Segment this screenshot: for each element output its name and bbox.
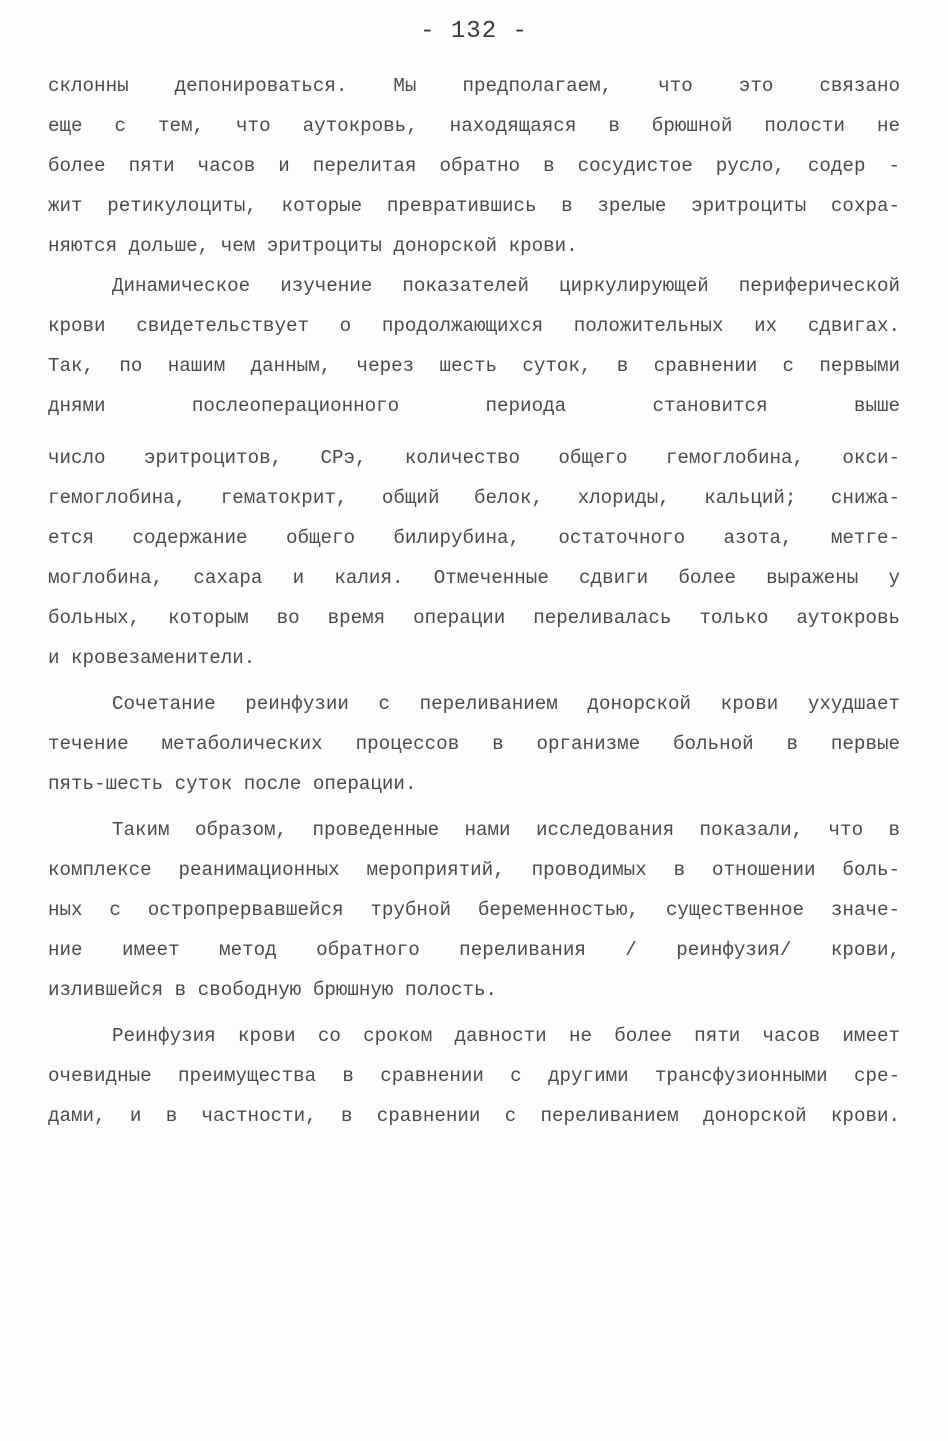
text-line: ется содержание общего билирубина, остаточного азота, метге- bbox=[48, 527, 900, 549]
text-line: днями послеоперационного периода становится выше bbox=[48, 395, 900, 417]
page-number: - 132 - bbox=[420, 18, 528, 45]
text-line: очевидные преимущества в сравнении с другими трансфузионными сре- bbox=[48, 1065, 900, 1087]
text-line: пять-шесть суток после операции. bbox=[48, 773, 417, 795]
paragraph-first-line: Сочетание реинфузии с переливанием донорской крови ухудшает bbox=[112, 693, 900, 715]
text-line: число эритроцитов, СРэ, количество общего гемоглобина, окси- bbox=[48, 447, 900, 469]
text-line: Так, по нашим данным, через шесть суток, в сравнении с первыми bbox=[48, 355, 900, 377]
text-line: комплексе реанимационных мероприятий, проводимых в отношении боль- bbox=[48, 859, 900, 881]
text-line: гемоглобина, гематокрит, общий белок, хлориды, кальций; снижа- bbox=[48, 487, 900, 509]
paragraph-first-line: Таким образом, проведенные нами исследования показали, что в bbox=[112, 819, 900, 841]
text-line: няются дольше, чем эритроциты донорской крови. bbox=[48, 235, 578, 257]
text-line: склонны депонироваться. Мы предполагаем, что это связано bbox=[48, 75, 900, 97]
text-line: больных, которым во время операции переливалась только аутокровь bbox=[48, 607, 900, 629]
text-line: жит ретикулоциты, которые превратившись в зрелые эритроциты сохра- bbox=[48, 195, 900, 217]
paragraph-first-line: Динамическое изучение показателей циркулирующей периферической bbox=[112, 275, 900, 297]
text-line: еще с тем, что аутокровь, находящаяся в брюшной полости не bbox=[48, 115, 900, 137]
text-line: крови свидетельствует о продолжающихся положительных их сдвигах. bbox=[48, 315, 900, 337]
paragraph-first-line: Реинфузия крови со сроком давности не более пяти часов имеет bbox=[112, 1025, 900, 1047]
text-line: и кровезаменители. bbox=[48, 647, 256, 669]
text-line: ных с остропрервавшейся трубной беременностью, существенное значе- bbox=[48, 899, 900, 921]
text-line: моглобина, сахара и калия. Отмеченные сдвиги более выражены у bbox=[48, 567, 900, 589]
document-body bbox=[48, 66, 900, 1136]
text-line: ние имеет метод обратного переливания / реинфузия/ крови, bbox=[48, 939, 900, 961]
text-line: излившейся в свободную брюшную полость. bbox=[48, 979, 498, 1001]
text-line: дами, и в частности, в сравнении с переливанием донорской крови. bbox=[48, 1105, 900, 1127]
text-line: более пяти часов и перелитая обратно в сосудистое русло, содер - bbox=[48, 155, 900, 177]
text-line: течение метаболических процессов в организме больной в первые bbox=[48, 733, 900, 755]
